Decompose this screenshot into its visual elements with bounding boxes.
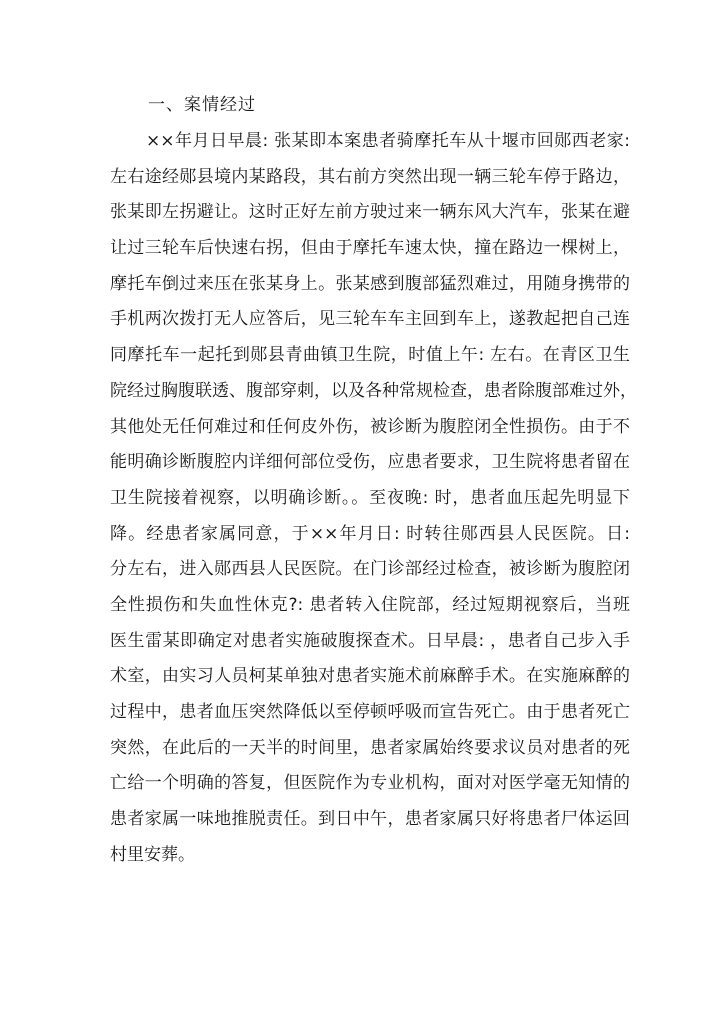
paragraph-line: 卫生院接着视察，以明确诊断。。至夜晚: 时，患者血压起先明显下 <box>110 487 630 508</box>
paragraph-line: 降。经患者家属同意，于××年月日: 时转往郧西县人民医院。日: <box>110 523 630 544</box>
paragraph-line: 让过三轮车后快速右拐，但由于摩托车速太快，撞在路边一棵树上， <box>110 238 630 259</box>
paragraph-line: 患者家属一味地推脱责任。到日中午，患者家属只好将患者尸体运回 <box>110 809 630 830</box>
section-heading: 一、案情经过 <box>148 95 256 115</box>
paragraph-line: 同摩托车一起托到郧县青曲镇卫生院，时值上午: 左右。在青区卫生 <box>110 345 630 366</box>
paragraph-line: 医生雷某即确定对患者实施破腹探查术。日早晨: ，患者自己步入手 <box>110 630 630 651</box>
paragraph-line: 术室，由实习人员柯某单独对患者实施术前麻醉手术。在实施麻醉的 <box>110 666 630 687</box>
paragraph-line: 左右途经郧县境内某路段，其右前方突然出现一辆三轮车停于路边， <box>110 166 630 187</box>
paragraph-line: 摩托车倒过来压在张某身上。张某感到腹部猛烈难过，用随身携带的 <box>110 273 630 294</box>
paragraph-line: 全性损伤和失血性休克?: 患者转入住院部，经过短期视察后，当班 <box>110 594 630 615</box>
paragraph-line: 过程中，患者血压突然降低以至停顿呼吸而宣告死亡。由于患者死亡 <box>110 702 630 722</box>
body-paragraph <box>110 124 637 873</box>
paragraph-line: 分左右，进入郧西县人民医院。在门诊部经过检查，被诊断为腹腔闭 <box>110 559 630 580</box>
paragraph-line: 突然，在此后的一天半的时间里，患者家属始终要求议员对患者的死 <box>110 737 630 758</box>
paragraph-line: 亡给一个明确的答复，但医院作为专业机构，面对对医学毫无知情的 <box>110 773 630 794</box>
paragraph-line: 村里安葬。 <box>110 844 195 865</box>
paragraph-line: ××年月日早晨: 张某即本案患者骑摩托车从十堰市回郧西老家: <box>146 131 630 151</box>
paragraph-line: 张某即左拐避让。这时正好左前方驶过来一辆东风大汽车，张某在避 <box>110 202 630 223</box>
paragraph-line: 能明确诊断腹腔内详细何部位受伤，应患者要求，卫生院将患者留在 <box>110 452 630 473</box>
paragraph-line: 手机两次拨打无人应答后，见三轮车车主回到车上，遂教起把自己连 <box>110 309 630 330</box>
paragraph-line: 院经过胸腹联透、腹部穿刺，以及各种常规检查，患者除腹部难过外， <box>110 380 637 401</box>
paragraph-line: 其他处无任何难过和任何皮外伤，被诊断为腹腔闭全性损伤。由于不 <box>110 416 630 437</box>
